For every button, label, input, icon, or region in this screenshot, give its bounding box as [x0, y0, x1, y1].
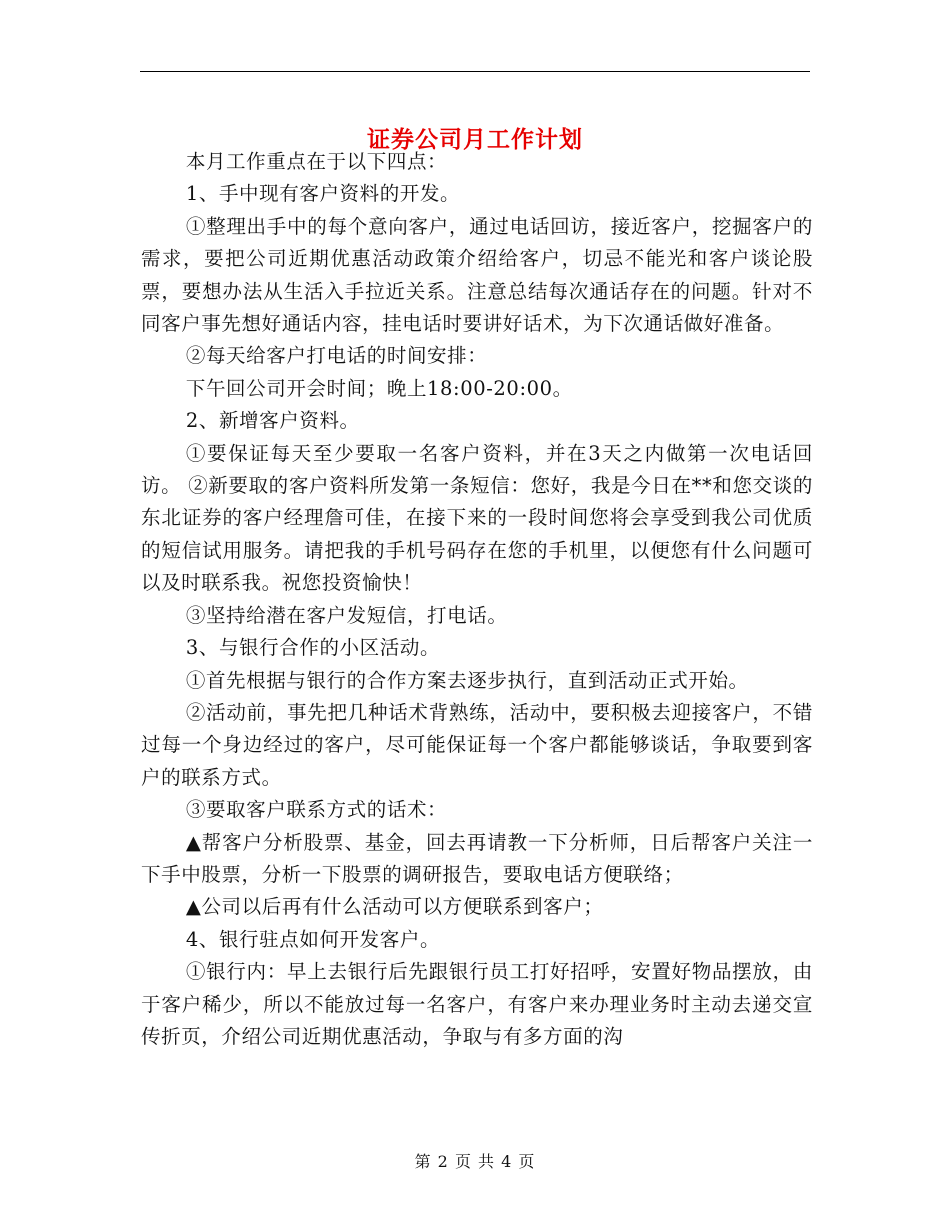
paragraph: ▲公司以后再有什么活动可以方便联系到客户； — [185, 895, 604, 919]
paragraph: 2、新增客户资料。 — [185, 409, 360, 433]
paragraph: 3、与银行合作的小区活动。 — [185, 636, 441, 660]
paragraph: ③坚持给潜在客户发短信，打电话。 — [185, 603, 508, 627]
paragraph: ②每天给客户打电话的时间安排： — [185, 344, 488, 368]
paragraph: ①银行内：早上去银行后先跟银行员工打好招呼，安置好物品摆放，由于客户稀少，所以不能放过每一名客户，有客户来办理业务时主动去递交宣传折页，介绍公司近期优惠活动，争取与有多方面的沟 — [141, 960, 813, 1048]
document-body — [141, 146, 813, 1053]
page-footer: 第 2 页 共 4 页 — [414, 1152, 536, 1171]
paragraph: 4、银行驻点如何开发客户。 — [185, 927, 441, 951]
paragraph: 本月工作重点在于以下四点： — [185, 150, 448, 173]
paragraph: ①首先根据与银行的合作方案去逐步执行，直到活动正式开始。 — [185, 668, 749, 692]
paragraph: ①整理出手中的每个意向客户，通过电话回访，接近客户，挖掘客户的需求，要把公司近期优惠活动政策介绍给客户，切忌不能光和客户谈论股票，要想办法从生活入手拉近关系。注意总结每次通话存在的问题。针对不同客户事先想好通话内容，挂电话时要讲好话术，为下次通话做好准备。 — [141, 214, 813, 336]
paragraph: ▲帮客户分析股票、基金，回去再请教一下分析师，日后帮客户关注一下手中股票，分析一下股票的调研报告，要取电话方便联络； — [141, 830, 813, 886]
paragraph: 1、手中现有客户资料的开发。 — [185, 182, 461, 206]
header-rule — [140, 71, 810, 72]
paragraph: 下午回公司开会时间；晚上18:00-20:00。 — [185, 376, 573, 400]
paragraph: ①要保证每天至少要取一名客户资料，并在3天之内做第一次电话回访。 ②新要取的客户资料所发第一条短信：您好，我是今日在**和您交谈的东北证券的客户经理詹可佳，在接下来的一段时间您将会享受到我公司优质的短信试用服务。请把我的手机号码存在您的手机里，以便您有什么问题可以及时联系我。祝您投资愉快！ — [141, 441, 813, 595]
document-title: 证券公司月工作计划 — [367, 126, 583, 154]
paragraph: ②活动前，事先把几种话术背熟练，活动中，要积极去迎接客户，不错过每一个身边经过的客户，尽可能保证每一个客户都能够谈话，争取要到客户的联系方式。 — [141, 700, 813, 789]
paragraph: ③要取客户联系方式的话术： — [185, 798, 448, 822]
